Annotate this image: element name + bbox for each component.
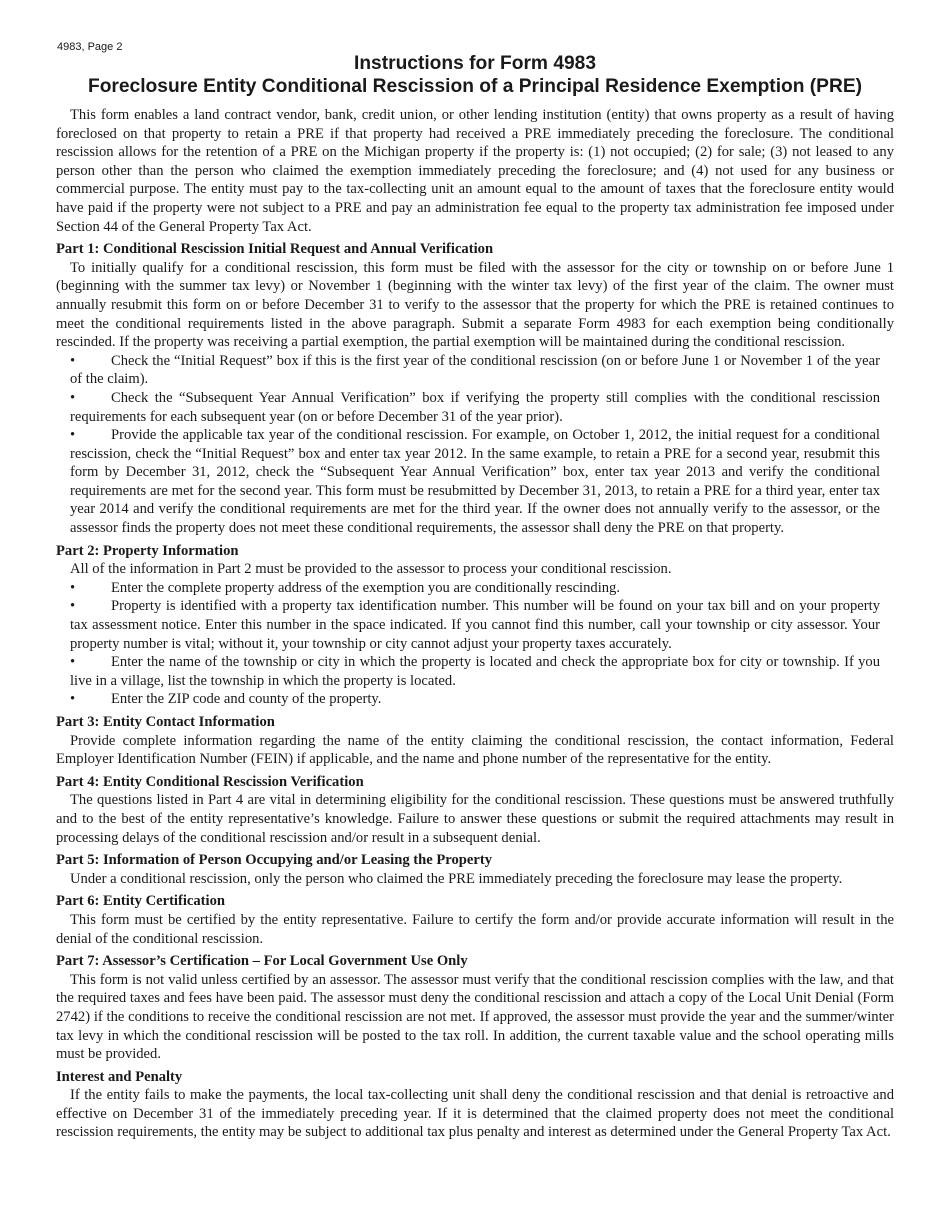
bullet-icon: • [70, 598, 76, 615]
bullet-icon: • [70, 427, 76, 444]
bullet-text: Check the “Initial Request” box if this is the first year of the conditional rescission (on or before June 1 or November 1 of the year of the claim). [70, 352, 880, 388]
bullet-text: Provide the applicable tax year of the conditional rescission. For example, on October 1, 2012, the initial request for a conditional rescission, check the “Initial Request” box and enter tax year 2012. In the same example, to retain a PRE for a second year, resubmit this form by December 31, 2012, check the “Subsequent Year Annual Verification” box, enter tax year 2013 and verify the conditional requirements are met for the second year. This form must be resubmitted by December 31, 2013, to retain a PRE for a third year, enter tax year 2014 and verify the conditional requirements are met for the third year. If the owner does not annually verify to the assessor, or the assessor finds the property does not meet these conditional requirements, the assessor shall deny the PRE on that property. [70, 427, 880, 537]
interest-penalty-heading: Interest and Penalty [56, 1068, 183, 1085]
list-item [70, 389, 894, 426]
document-header [0, 52, 950, 98]
bullet-text: Property is identified with a property tax identification number. This number will be found on your tax bill and on your property tax assessment notice. Enter this number in the space indicated. If you cannot find this number, call your township or city assessor. Your property number is vital; without it, your township or city cannot adjust your property taxes accurately. [70, 598, 880, 652]
part6-heading: Part 6: Entity Certification [56, 893, 225, 910]
bullet-icon: • [70, 389, 76, 406]
part3-heading: Part 3: Entity Contact Information [56, 714, 275, 730]
bullet-icon: • [70, 579, 76, 596]
bullet-text: Check the “Subsequent Year Annual Verification” box if verifying the property still complies with the conditional rescission requirements for each subsequent year (on or before December 31 of the year prior). [70, 389, 880, 425]
bullet-text: Enter the ZIP code and county of the property. [111, 691, 382, 708]
list-item [70, 597, 894, 653]
part6-paragraph: This form must be certified by the entity representative. Failure to certify the form and/or provide accurate information will result in the denial of the conditional rescission. [56, 911, 894, 947]
part4-heading: Part 4: Entity Conditional Rescission Verification [56, 773, 364, 790]
bullet-text: Enter the name of the township or city in which the property is located and check the appropriate box for city or township. If you live in a village, list the township in which the property is located. [70, 654, 880, 689]
bullet-text: Enter the complete property address of the exemption you are conditionally rescinding. [111, 579, 620, 596]
part7-heading: Part 7: Assessor’s Certification – For Local Government Use Only [56, 953, 468, 970]
part5-paragraph: Under a conditional rescission, only the person who claimed the PRE immediately preceding the foreclosure may lease the property. [70, 870, 843, 887]
document-subtitle: Foreclosure Entity Conditional Rescission of a Principal Residence Exemption (PRE) [87, 76, 863, 97]
bullet-icon: • [70, 352, 76, 369]
part3-paragraph: Provide complete information regarding the name of the entity claiming the conditional rescission, the contact information, Federal Employer Identification Number (FEIN) if applicable, and the name and phone number of the representative for the entity. [56, 732, 894, 768]
instructions-body [56, 106, 894, 1142]
bullet-icon: • [70, 691, 76, 708]
part4-paragraph: The questions listed in Part 4 are vital in determining eligibility for the conditional rescission. These questions must be answered truthfully and to the best of the entity representative’s knowledge. Failure to answer these questions or submit the required attachments may result in processing delays of the conditional rescission and/or result in a subsequent denial. [56, 792, 894, 846]
list-item [70, 426, 894, 538]
part2-paragraph: All of the information in Part 2 must be provided to the assessor to process your conditional rescission. [70, 561, 672, 578]
part2-heading: Part 2: Property Information [56, 542, 239, 559]
list-item [70, 352, 894, 389]
bullet-icon: • [70, 654, 76, 671]
part1-paragraph: To initially qualify for a conditional rescission, this form must be filed with the assessor for the city or township on or before June 1 (beginning with the summer tax levy) or November 1 (beginning with the winter tax levy) of the first year of the claim. The owner must annually resubmit this form on or before December 31 to verify to the assessor that the property for which the PRE is retained continues to meet the conditional requirements listed in the above paragraph. Submit a separate Form 4983 for each exemption being conditionally rescinded. If the property was receiving a partial exemption, the partial exemption will be maintained during the conditional rescission. [56, 259, 894, 351]
part1-heading: Part 1: Conditional Rescission Initial Request and Annual Verification [56, 241, 494, 258]
list-item [70, 690, 894, 709]
page-label: 4983, Page 2 [57, 41, 123, 53]
list-item [70, 579, 894, 598]
document-title: Instructions for Form 4983 [353, 53, 597, 74]
interest-penalty-paragraph: If the entity fails to make the payments, the local tax-collecting unit shall deny the conditional rescission and that denial is retroactive and effective on December 31 of the immediately preceding year. If it is determined that the claimed property does not meet the conditional rescission requirements, the entity may be subject to additional tax plus penalty and interest as determined under the General Property Tax Act. [56, 1087, 894, 1141]
part1-bullet-list [56, 352, 894, 538]
part7-paragraph: This form is not valid unless certified by an assessor. The assessor must verify that the conditional rescission complies with the law, and that the required taxes and fees have been paid. The assessor must deny the conditional rescission and attach a copy of the Local Unit Denial (Form 2742) if the conditions to receive the conditional rescission are not met. If approved, the assessor must provide the year and the summer/winter tax levy in which the conditional rescission will be posted to the tax roll. In addition, the current taxable value and the school operating mills must be provided. [56, 971, 894, 1063]
intro-paragraph: This form enables a land contract vendor, bank, credit union, or other lending institution (entity) that owns property as a result of having foreclosed on that property to retain a PRE if that property had received a PRE immediately preceding the foreclosure. The conditional rescission allows for the retention of a PRE on the Michigan property if the property is: (1) not occupied; (2) for sale; (3) not leased to any person other than the person who claimed the exemption immediately preceding the foreclosure; and (4) not used for any business or commercial purpose. The entity must pay to the tax-collecting unit an amount equal to the amount of taxes that the foreclosure entity would have paid if the property were not subject to a PRE and pay an administration fee equal to the property tax administration fee imposed under Section 44 of the General Property Tax Act. [56, 107, 894, 235]
part2-bullet-list [56, 579, 894, 709]
list-item [70, 653, 894, 690]
part5-heading: Part 5: Information of Person Occupying and/or Leasing the Property [56, 852, 493, 869]
